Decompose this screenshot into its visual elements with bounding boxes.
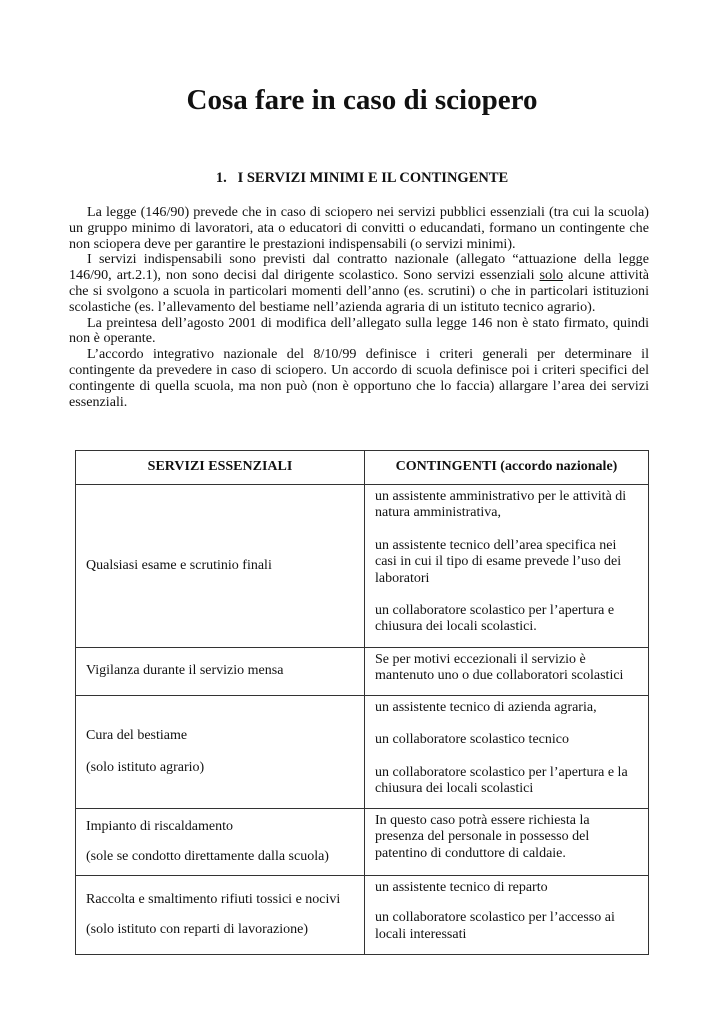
table-row <box>76 696 649 809</box>
table-cell-service <box>76 648 365 696</box>
table-cell-service <box>76 485 365 648</box>
service-note: (solo istituto con reparti di lavorazione) <box>86 922 308 937</box>
header-servizi-essenziali: SERVIZI ESSENZIALI <box>76 451 365 485</box>
service-note: (solo istituto agrario) <box>86 760 205 775</box>
table-cell-contingent <box>365 809 649 876</box>
table-cell-contingent <box>365 876 649 955</box>
service-label: Raccolta e smaltimento rifiuti tossici e nocivi <box>86 891 341 907</box>
paragraph-2-end: alcune attività che si svolgono a scuola in particolari momenti dell’anno (es. scrutini) o che in particolari istituzioni scolastiche (es. l’allevamento del bestiame nell’azienda agraria di un istituto tecnico agrario). <box>69 267 649 315</box>
contingent-item: In questo caso potrà essere richiesta la presenza del personale in possesso del patentino di conduttore di caldaie. <box>375 813 590 861</box>
services-table <box>75 450 649 955</box>
paragraph-1: La legge (146/90) prevede che in caso di sciopero nei servizi pubblici essenziali (tra cui la scuola) un gruppo minimo di lavoratori, ata o educatori di convitti o educandati, formano un contingente che non sciopera deve per garantire le prestazioni indispensabili (o servizi minimi). <box>69 204 649 252</box>
contingent-item: un collaboratore scolastico per l’apertura e la chiusura dei locali scolastici <box>375 764 628 797</box>
table-header-row <box>76 451 649 485</box>
table-cell-contingent <box>365 648 649 696</box>
service-note: (sole se condotto direttamente dalla scuola) <box>86 849 329 864</box>
service-label: Cura del bestiame <box>86 727 188 743</box>
contingent-item: un assistente tecnico dell’area specifica nei casi in cui il tipo di esame prevede l’uso dei laboratori <box>375 537 622 586</box>
table-row <box>76 876 649 955</box>
contingent-item: Se per motivi eccezionali il servizio è mantenuto uno o due collaboratori scolastici <box>375 652 624 684</box>
body-text <box>69 205 649 410</box>
page-title: Cosa fare in caso di sciopero <box>186 84 538 116</box>
table-cell-contingent <box>365 485 649 648</box>
paragraph-4: L’accordo integrativo nazionale del 8/10/99 definisce i criteri generali per determinare il contingente da prevedere in caso di sciopero. Un accordo di scuola definisce poi i criteri specifici del contingente di quella scuola, ma non può (non è opportuno che lo faccia) allargare l’area dei servizi essenziali. <box>69 346 649 410</box>
table-cell-service <box>76 809 365 876</box>
paragraph-2-start: I servizi indispensabili sono previsti dal contratto nazionale (allegato “attuazione della legge 146/90, art.2.1), non sono decisi dal dirigente scolastico. Sono servizi essenziali <box>69 251 649 284</box>
contingent-item: un collaboratore scolastico per l’apertura e chiusura dei locali scolastici. <box>375 603 615 635</box>
paragraph-2 <box>69 252 649 315</box>
paragraph-2-underlined: solo <box>539 267 564 284</box>
table-cell-service <box>76 696 365 809</box>
contingent-item: un collaboratore scolastico tecnico <box>375 732 569 748</box>
service-label: Vigilanza durante il servizio mensa <box>86 663 284 679</box>
contingent-item: un assistente tecnico di reparto <box>375 880 548 895</box>
contingent-item: un assistente amministrativo per le attività di natura amministrativa, <box>375 489 627 521</box>
table-row <box>76 809 649 876</box>
service-label: Impianto di riscaldamento <box>86 818 233 834</box>
paragraph-3: La preintesa dell’agosto 2001 di modifica dell’allegato sulla legge 146 non è stato firmato, quindi non è operante. <box>69 314 649 347</box>
contingent-item: un collaboratore scolastico per l’accesso ai locali interessati <box>375 910 615 942</box>
section-heading: 1. I SERVIZI MINIMI E IL CONTINGENTE <box>215 170 509 186</box>
header-contingenti: CONTINGENTI (accordo nazionale) <box>365 451 649 485</box>
table-cell-service <box>76 876 365 955</box>
table-row <box>76 648 649 696</box>
table-row <box>76 485 649 648</box>
contingent-item: un assistente tecnico di azienda agraria, <box>375 700 597 715</box>
service-label: Qualsiasi esame e scrutinio finali <box>86 557 272 573</box>
table-cell-contingent <box>365 696 649 809</box>
